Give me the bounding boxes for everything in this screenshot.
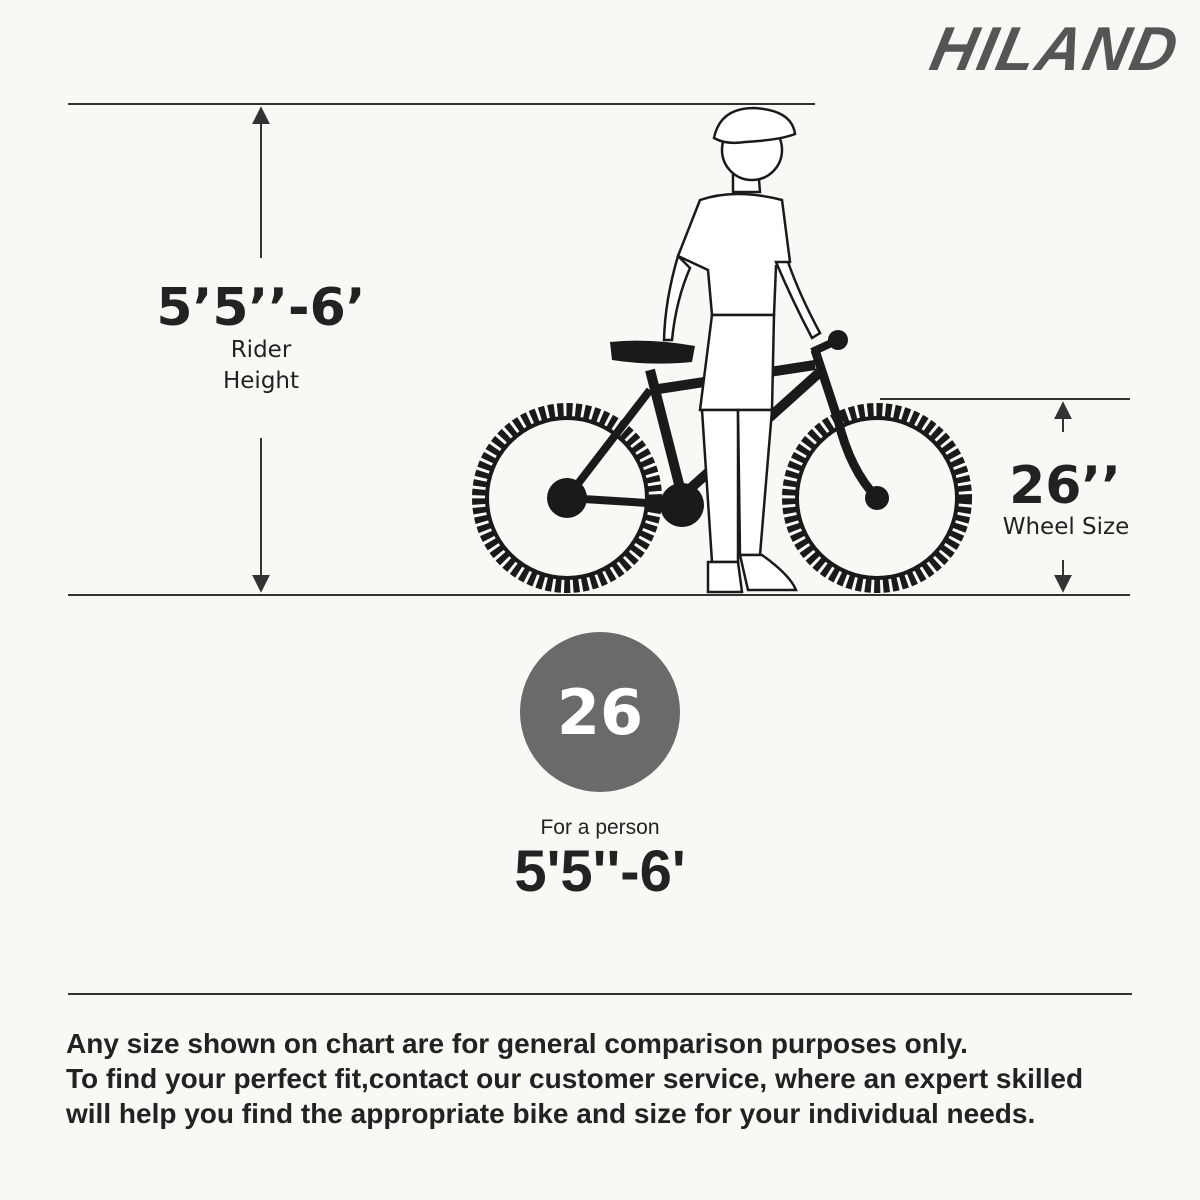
disclaimer-line1: Any size shown on chart are for general comparison purposes only.	[66, 1028, 968, 1059]
disclaimer-line2: To find your perfect fit,contact our customer service, where an expert skilled	[66, 1063, 1084, 1094]
wheel-size-value: 26’’	[1009, 456, 1121, 516]
rider-height-range: 5’5’’-6’	[156, 278, 366, 338]
person-caption: For a person	[540, 816, 660, 839]
divider	[68, 993, 1132, 995]
rider-label-line1: Rider	[230, 337, 292, 363]
disclaimer-line3: will help you find the appropriate bike and size for your individual needs.	[66, 1098, 1036, 1129]
size-badge-number: 26	[556, 675, 644, 749]
rider-label-line2: Height	[222, 368, 300, 394]
disclaimer	[66, 1026, 1166, 1131]
size-badge	[520, 632, 680, 792]
wheel-size-label: Wheel Size	[1002, 514, 1130, 540]
rider-height-label	[180, 335, 342, 397]
person-height-range: 5'5''-6'	[514, 839, 686, 904]
brand-logo: HILAND	[924, 15, 1186, 84]
